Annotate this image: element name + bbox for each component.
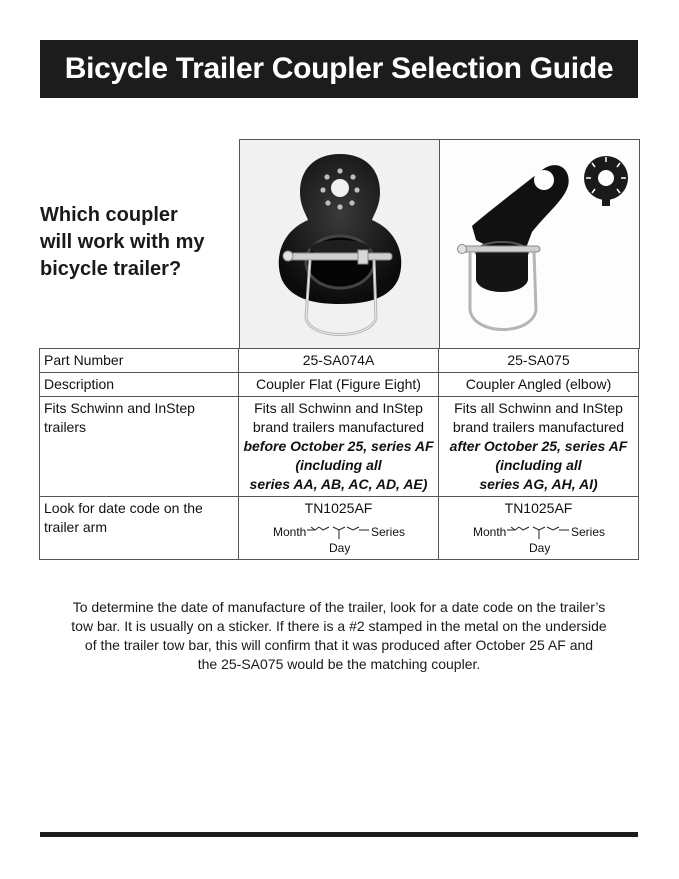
day-label: Day [329,541,351,555]
date-code-diagram [443,499,634,557]
description-a: Coupler Flat (Figure Eight) [239,373,439,397]
part-number-b: 25-SA075 [439,349,639,373]
bottom-divider [40,832,638,837]
month-label: Month [473,525,507,539]
part-number-a: 25-SA074A [239,349,439,373]
row-label: Look for date code on the trailer arm [40,497,239,560]
footer-note [40,598,638,674]
flat-coupler-photo [240,140,440,349]
description-b: Coupler Angled (elbow) [439,373,639,397]
title-banner [40,40,638,98]
date-code-diagram [243,499,434,557]
table-row-fits [40,397,639,497]
fits-a-line: brand trailers manufactured [252,419,425,435]
row-label: Fits Schwinn and InStep trailers [40,397,239,497]
table-row-date-code [40,497,639,560]
date-code-a [239,497,439,560]
fits-a-line: before October 25, series AF [243,438,434,454]
date-code-text: TN1025AF [304,500,373,516]
fits-a-line: (including all [295,457,382,473]
question-line-3: bicycle trailer? [40,258,182,280]
fits-b-line: (including all [495,457,582,473]
fits-b-line: Fits all Schwinn and InStep [454,400,623,416]
fits-b [439,397,639,497]
flat-coupler-illustration [240,140,439,349]
series-label: Series [371,525,406,539]
angled-coupler-photo [440,140,639,349]
footer-line: the 25-SA075 would be the matching coupler. [197,656,481,672]
series-label: Series [571,525,606,539]
footer-line: To determine the date of manufacture of the trailer, look for a date code on the trailer’s [72,599,606,615]
product-photos [239,139,640,349]
date-code-b [439,497,639,560]
fits-a-line: series AA, AB, AC, AD, AE) [249,476,428,492]
footer-line: of the trailer tow bar, this will confirm that it was produced after October 25 AF and [84,637,594,653]
fits-b-line: series AG, AH, AI) [479,476,598,492]
date-code-text: TN1025AF [504,500,573,516]
coupler-comparison-table [39,348,639,560]
table-row-description [40,373,639,397]
month-label: Month [273,525,307,539]
fits-b-line: brand trailers manufactured [452,419,625,435]
row-label: Part Number [40,349,239,373]
fits-b-line: after October 25, series AF [449,438,628,454]
page-title: Bicycle Trailer Coupler Selection Guide [64,52,614,85]
fits-a [239,397,439,497]
fits-a-line: Fits all Schwinn and InStep [254,400,423,416]
day-label: Day [529,541,551,555]
angled-coupler-illustration [440,140,639,349]
footer-line: tow bar. It is usually on a sticker. If there is a #2 stamped in the metal on the underside [71,618,607,634]
table-row-part-number [40,349,639,373]
row-label: Description [40,373,239,397]
question-heading [40,202,240,283]
question-line-1: Which coupler [40,204,178,226]
question-line-2: will work with my [40,231,205,253]
